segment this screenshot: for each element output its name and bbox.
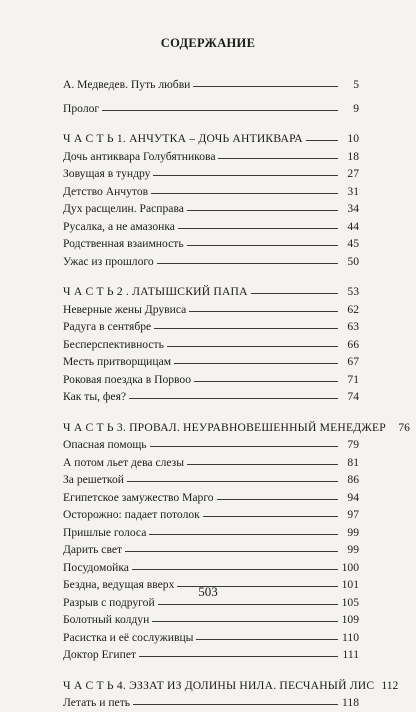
leader-line xyxy=(129,398,338,399)
toc-entry-page: 100 xyxy=(341,560,359,574)
toc-entry-page: 34 xyxy=(347,202,359,215)
toc-entry-title: Как ты, фея? xyxy=(63,390,127,403)
leader-line xyxy=(187,245,338,246)
toc-entry-page: 62 xyxy=(347,302,359,316)
leader-line xyxy=(217,499,338,500)
toc-entry xyxy=(63,218,359,236)
toc-entry xyxy=(63,541,359,559)
toc-entry-page: 76 xyxy=(398,420,410,434)
toc-entry-page: 66 xyxy=(347,337,359,351)
toc-entry-page: 118 xyxy=(342,696,359,709)
toc-entry-page: 110 xyxy=(342,630,359,644)
toc-entry-title: Ч А С Т Ь 3. ПРОВАЛ. НЕУРАВНОВЕШЕННЫЙ МЕНЕДЖЕР xyxy=(63,420,386,434)
leader-line xyxy=(196,639,338,640)
toc-entry-page: 111 xyxy=(342,648,359,661)
toc-entry-title: А. Медведев. Путь любви xyxy=(63,78,191,91)
toc-entry-title: Летать и петь xyxy=(63,696,131,709)
toc-entry-page: 71 xyxy=(347,372,359,386)
toc-entry xyxy=(63,559,359,577)
toc-entry-title: Ч А С Т Ь 2 . ЛАТЫШСКИЙ ПАПА xyxy=(63,285,248,298)
leader-line xyxy=(102,110,338,111)
toc-entry xyxy=(63,471,359,489)
toc-entry-page: 109 xyxy=(341,613,359,626)
toc-entry xyxy=(63,524,359,542)
leader-line xyxy=(132,569,338,570)
toc-part-heading xyxy=(63,677,399,695)
toc-entry xyxy=(63,318,359,336)
toc-entry-title: Дочь антиквара Голубятникова xyxy=(63,149,216,163)
toc-entry-title: Пришлые голоса xyxy=(63,525,147,539)
leader-line xyxy=(153,175,338,176)
section-gap xyxy=(63,406,359,419)
section-gap xyxy=(63,117,359,130)
leader-line xyxy=(127,481,338,482)
toc-entry-page: 50 xyxy=(347,254,359,268)
toc-entry-title: Ч А С Т Ь 4. ЭЗЗАТ ИЗ ДОЛИНЫ НИЛА. ПЕСЧАНЫЙ ЛИС xyxy=(63,678,375,692)
toc-entry-page: 67 xyxy=(347,355,359,368)
toc-entry-page: 18 xyxy=(347,149,359,163)
toc-entry-page: 44 xyxy=(347,219,359,233)
toc-entry xyxy=(63,353,359,371)
toc-entry-title: Египетское замужество Марго xyxy=(63,490,214,504)
toc-entry xyxy=(63,388,359,406)
toc-entry-page: 99 xyxy=(347,543,359,556)
toc-entry xyxy=(63,253,359,271)
toc-entry xyxy=(63,200,359,218)
toc-entry-page: 105 xyxy=(341,595,359,609)
toc-entry-title: Разрыв с подругой xyxy=(63,595,155,609)
leader-line xyxy=(125,551,338,552)
toc-entry xyxy=(63,100,359,118)
leader-line xyxy=(154,328,338,329)
toc-entry-page: 79 xyxy=(347,438,359,451)
leader-line xyxy=(174,363,338,364)
toc-entry-title: Пролог xyxy=(63,101,100,115)
toc-entry-title: Ужас из прошлого xyxy=(63,254,154,268)
leader-line xyxy=(194,381,338,382)
table-of-contents xyxy=(63,76,410,712)
leader-line xyxy=(203,516,338,517)
toc-entry-page: 74 xyxy=(347,390,359,403)
leader-line xyxy=(139,656,338,657)
toc-part-heading xyxy=(63,283,359,301)
toc-entry xyxy=(63,629,359,647)
toc-entry-page: 99 xyxy=(347,525,359,539)
toc-entry-title: Детство Анчутов xyxy=(63,184,149,198)
toc-entry-title: Зовущая в тундру xyxy=(63,167,151,180)
leader-line xyxy=(218,158,338,159)
toc-entry-page: 86 xyxy=(347,473,359,486)
toc-entry xyxy=(63,148,359,166)
toc-entry xyxy=(63,694,359,712)
toc-entry-title: Ч А С Т Ь 1. АНЧУТКА – ДОЧЬ АНТИКВАРА xyxy=(63,132,303,145)
toc-entry-page: 94 xyxy=(347,490,359,504)
toc-part-heading xyxy=(63,419,410,437)
toc-entry-title: За решеткой xyxy=(63,473,124,486)
toc-entry-title: Осторожно: падает потолок xyxy=(63,508,200,521)
toc-entry xyxy=(63,436,359,454)
toc-entry xyxy=(63,165,359,183)
page-number: 503 xyxy=(198,584,218,599)
toc-entry xyxy=(63,371,359,389)
toc-entry-title: Русалка, а не амазонка xyxy=(63,219,175,233)
toc-entry xyxy=(63,611,359,629)
leader-line xyxy=(189,311,338,312)
toc-entry-title: Болотный колдун xyxy=(63,613,150,626)
leader-line xyxy=(158,604,338,605)
toc-entry-page: 10 xyxy=(347,132,359,145)
toc-entry xyxy=(63,183,359,201)
page-title: СОДЕРЖАНИЕ xyxy=(160,36,256,50)
toc-entry xyxy=(63,646,359,664)
toc-entry-title: Опасная помощь xyxy=(63,438,147,451)
toc-entry-page: 27 xyxy=(347,167,359,180)
toc-entry-title: Неверные жены Друвиса xyxy=(63,302,187,316)
leader-line xyxy=(167,346,338,347)
toc-entry-title: Доктор Египет xyxy=(63,648,137,661)
leader-line xyxy=(150,446,338,447)
section-gap xyxy=(63,664,359,677)
leader-line xyxy=(178,228,338,229)
toc-entry xyxy=(63,489,359,507)
leader-line xyxy=(133,704,338,705)
toc-part-heading xyxy=(63,130,359,148)
toc-entry-page: 5 xyxy=(353,78,359,91)
section-gap xyxy=(63,270,359,283)
leader-line xyxy=(157,263,338,264)
toc-entry-title: Дух расщелин. Расправа xyxy=(63,202,184,215)
leader-line xyxy=(187,210,338,211)
leader-line xyxy=(152,621,338,622)
toc-entry xyxy=(63,235,359,253)
toc-entry-page: 63 xyxy=(347,320,359,333)
toc-entry-title: Радуга в сентябре xyxy=(63,320,152,333)
toc-entry-page: 53 xyxy=(347,285,359,298)
toc-entry-title: Дарить свет xyxy=(63,543,123,556)
leader-line xyxy=(151,193,338,194)
toc-entry-title: Бесперспективность xyxy=(63,337,164,351)
toc-entry-page: 9 xyxy=(353,101,359,115)
leader-line xyxy=(187,464,338,465)
toc-entry xyxy=(63,336,359,354)
leader-line xyxy=(251,293,338,294)
toc-entry-title: Роковая поездка в Порвоо xyxy=(63,372,192,386)
toc-entry-page: 101 xyxy=(341,578,359,591)
toc-entry-page: 112 xyxy=(381,678,399,692)
toc-entry xyxy=(63,76,359,94)
toc-entry-page: 81 xyxy=(347,455,359,469)
toc-entry-page: 45 xyxy=(347,237,359,250)
toc-entry-title: Бездна, ведущая вверх xyxy=(63,578,175,591)
toc-entry xyxy=(63,301,359,319)
leader-line xyxy=(306,140,338,141)
toc-entry-page: 97 xyxy=(347,508,359,521)
toc-entry-title: Посудомойка xyxy=(63,560,129,574)
toc-entry-title: Родственная взаимность xyxy=(63,237,184,250)
toc-entry-title: Расистка и её сослуживцы xyxy=(63,630,194,644)
leader-line xyxy=(193,86,338,87)
toc-entry xyxy=(63,454,359,472)
toc-entry-page: 31 xyxy=(347,184,359,198)
toc-entry-title: Месть притворщицам xyxy=(63,355,172,368)
leader-line xyxy=(149,534,338,535)
toc-entry xyxy=(63,506,359,524)
toc-entry-title: А потом льет дева слезы xyxy=(63,455,185,469)
